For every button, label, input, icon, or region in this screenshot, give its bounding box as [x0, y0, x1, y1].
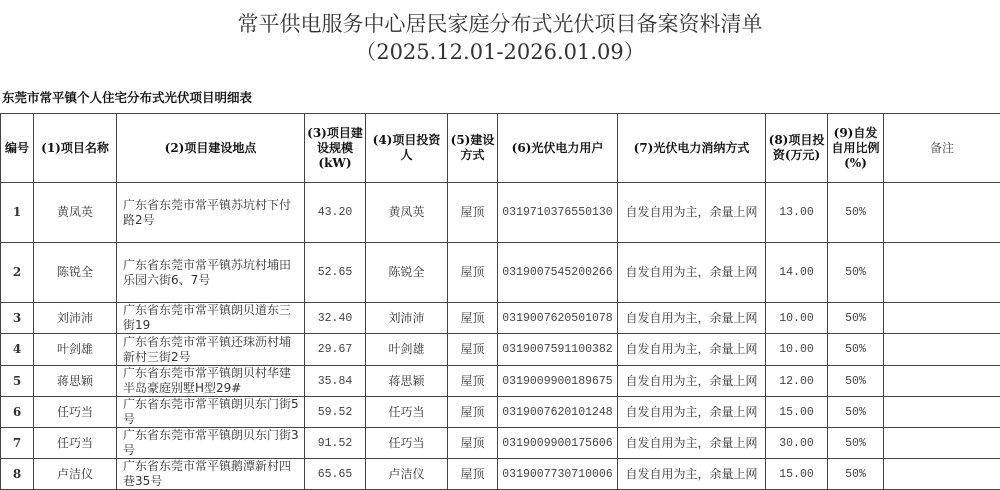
cell-scale: 91.52 — [305, 428, 366, 459]
cell-investor: 任巧当 — [366, 397, 448, 428]
cell-name: 任巧当 — [34, 397, 117, 428]
col-name: (1)项目名称 — [34, 114, 117, 183]
cell-user: 0319007620501078 — [498, 303, 618, 334]
cell-user: 0319007591100382 — [498, 334, 618, 366]
cell-name: 陈锐全 — [34, 243, 117, 303]
cell-user: 0319007730710006 — [498, 459, 618, 490]
cell-user: 0319007545200266 — [498, 243, 618, 303]
cell-investor: 卢洁仪 — [366, 459, 448, 490]
project-table — [0, 113, 1000, 490]
col-no: 编号 — [1, 114, 34, 183]
cell-no: 8 — [1, 459, 34, 490]
cell-scale: 35.84 — [305, 366, 366, 397]
cell-consumption: 自发自用为主，余量上网 — [618, 366, 766, 397]
table-row — [1, 303, 1000, 334]
cell-ratio: 50% — [828, 366, 884, 397]
cell-consumption: 自发自用为主，余量上网 — [618, 334, 766, 366]
cell-method: 屋顶 — [448, 334, 498, 366]
cell-location: 广东省东莞市常平镇苏坑村下付路2号 — [117, 183, 305, 243]
cell-scale: 43.20 — [305, 183, 366, 243]
cell-ratio: 50% — [828, 459, 884, 490]
cell-no: 1 — [1, 183, 34, 243]
cell-remark — [884, 459, 1000, 490]
cell-investor: 黄凤英 — [366, 183, 448, 243]
cell-consumption: 自发自用为主，余量上网 — [618, 428, 766, 459]
cell-location: 广东省东莞市常平镇苏坑村埔田乐园六街6、7号 — [117, 243, 305, 303]
col-scale: (3)项目建设规模(kW) — [305, 114, 366, 183]
cell-investment: 15.00 — [766, 397, 828, 428]
col-ratio: (9)自发自用比例(%) — [828, 114, 884, 183]
cell-no: 2 — [1, 243, 34, 303]
cell-name: 黄凤英 — [34, 183, 117, 243]
table-row — [1, 243, 1000, 303]
cell-remark — [884, 183, 1000, 243]
cell-name: 蒋思颖 — [34, 366, 117, 397]
cell-no: 7 — [1, 428, 34, 459]
cell-consumption: 自发自用为主，余量上网 — [618, 397, 766, 428]
cell-name: 刘沛沛 — [34, 303, 117, 334]
cell-name: 任巧当 — [34, 428, 117, 459]
cell-user: 0319710376550130 — [498, 183, 618, 243]
cell-investment: 15.00 — [766, 459, 828, 490]
cell-remark — [884, 397, 1000, 428]
cell-investment: 30.00 — [766, 428, 828, 459]
cell-remark — [884, 428, 1000, 459]
cell-method: 屋顶 — [448, 303, 498, 334]
cell-investment: 10.00 — [766, 303, 828, 334]
cell-ratio: 50% — [828, 428, 884, 459]
cell-method: 屋顶 — [448, 428, 498, 459]
cell-investor: 任巧当 — [366, 428, 448, 459]
cell-method: 屋顶 — [448, 366, 498, 397]
cell-consumption: 自发自用为主，余量上网 — [618, 459, 766, 490]
cell-location: 广东省东莞市常平镇朗贝道东三街19 — [117, 303, 305, 334]
cell-investor: 蒋思颖 — [366, 366, 448, 397]
col-method: (5)建设方式 — [448, 114, 498, 183]
document-title: 常平供电服务中心居民家庭分布式光伏项目备案资料清单 — [0, 8, 1000, 38]
cell-remark — [884, 366, 1000, 397]
col-consumption: (7)光伏电力消纳方式 — [618, 114, 766, 183]
header-row — [1, 114, 1000, 183]
cell-ratio: 50% — [828, 303, 884, 334]
cell-ratio: 50% — [828, 397, 884, 428]
col-investment: (8)项目投资(万元) — [766, 114, 828, 183]
cell-location: 广东省东莞市常平镇朗贝东门街3号 — [117, 428, 305, 459]
cell-scale: 65.65 — [305, 459, 366, 490]
cell-user: 0319007620101248 — [498, 397, 618, 428]
col-investor: (4)项目投资人 — [366, 114, 448, 183]
cell-remark — [884, 334, 1000, 366]
cell-no: 3 — [1, 303, 34, 334]
cell-consumption: 自发自用为主，余量上网 — [618, 183, 766, 243]
cell-ratio: 50% — [828, 183, 884, 243]
cell-investment: 14.00 — [766, 243, 828, 303]
cell-consumption: 自发自用为主，余量上网 — [618, 243, 766, 303]
cell-investment: 12.00 — [766, 366, 828, 397]
cell-user: 0319009900175606 — [498, 428, 618, 459]
cell-scale: 52.65 — [305, 243, 366, 303]
cell-method: 屋顶 — [448, 459, 498, 490]
cell-investor: 陈锐全 — [366, 243, 448, 303]
cell-location: 广东省东莞市常平镇还珠沥村埔新村三街2号 — [117, 334, 305, 366]
col-remark: 备注 — [884, 114, 1000, 183]
cell-location: 广东省东莞市常平镇鹅潭新村四巷35号 — [117, 459, 305, 490]
cell-investment: 10.00 — [766, 334, 828, 366]
cell-scale: 32.40 — [305, 303, 366, 334]
cell-no: 6 — [1, 397, 34, 428]
table-row — [1, 366, 1000, 397]
table-row — [1, 397, 1000, 428]
col-user: (6)光伏电力用户 — [498, 114, 618, 183]
cell-consumption: 自发自用为主，余量上网 — [618, 303, 766, 334]
table-subtitle: 东莞市常平镇个人住宅分布式光伏项目明细表 — [2, 88, 252, 106]
cell-name: 叶剑雄 — [34, 334, 117, 366]
table-row — [1, 428, 1000, 459]
cell-scale: 59.52 — [305, 397, 366, 428]
cell-no: 4 — [1, 334, 34, 366]
cell-method: 屋顶 — [448, 243, 498, 303]
date-range: （2025.12.01-2026.01.09） — [0, 36, 1000, 66]
table-row — [1, 334, 1000, 366]
cell-ratio: 50% — [828, 243, 884, 303]
table-row — [1, 183, 1000, 243]
cell-method: 屋顶 — [448, 397, 498, 428]
cell-remark — [884, 303, 1000, 334]
cell-investment: 13.00 — [766, 183, 828, 243]
cell-investor: 叶剑雄 — [366, 334, 448, 366]
cell-location: 广东省东莞市常平镇朗贝东门街5号 — [117, 397, 305, 428]
table-row — [1, 459, 1000, 490]
cell-ratio: 50% — [828, 334, 884, 366]
cell-method: 屋顶 — [448, 183, 498, 243]
cell-remark — [884, 243, 1000, 303]
cell-user: 0319009900189675 — [498, 366, 618, 397]
cell-scale: 29.67 — [305, 334, 366, 366]
cell-no: 5 — [1, 366, 34, 397]
cell-investor: 刘沛沛 — [366, 303, 448, 334]
cell-name: 卢洁仪 — [34, 459, 117, 490]
cell-location: 广东省东莞市常平镇朗贝村华建半岛豪庭别墅H型29# — [117, 366, 305, 397]
col-location: (2)项目建设地点 — [117, 114, 305, 183]
